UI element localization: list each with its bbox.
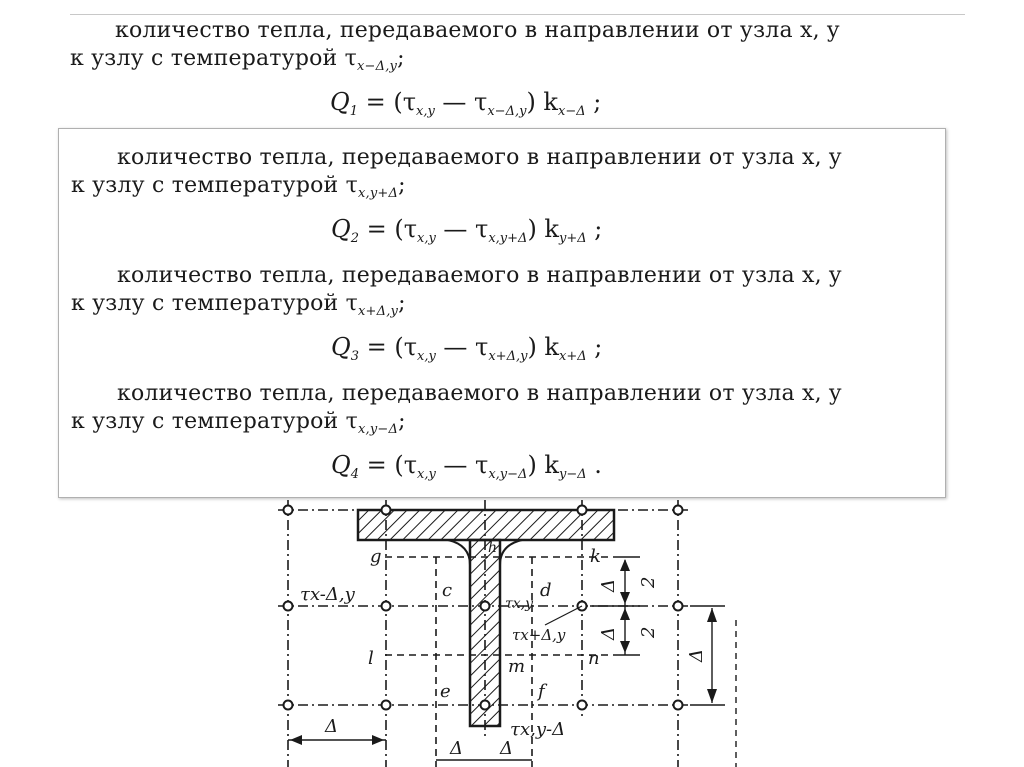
t-beam-section — [358, 510, 614, 726]
label-d: d — [540, 580, 552, 601]
label-f: f — [538, 681, 545, 702]
label-m: m — [508, 656, 526, 677]
label-leaders — [545, 606, 582, 625]
block2-text-line-2: к узлу с температурой $\tau_{x,y+\Delta}$; — [71, 173, 406, 201]
label-c: c — [442, 580, 453, 601]
label-delta-upper: Δ — [598, 579, 619, 592]
label-delta-bottom-left: Δ — [325, 716, 338, 737]
label-tau-bottom: τx,y-Δ — [510, 719, 566, 740]
top-text-line-1: количество тепла, передаваемого в направлении от узла x, y — [115, 18, 840, 43]
top-text-line-2: к узлу с температурой $\tau_{x-\Delta,y}$; — [70, 46, 405, 74]
label-two-upper: 2 — [638, 576, 659, 588]
label-tau-left: τx-Δ,y — [300, 584, 355, 605]
label-e: e — [440, 681, 451, 702]
equation-q2: $Q_2 = (\tau_{x,y}$ — $\tau_{x,y+\Delta}$) $k_{y+\Delta}$ ; — [331, 215, 603, 246]
label-k: k — [590, 546, 601, 567]
label-h: h — [488, 540, 498, 556]
label-delta-right: Δ — [686, 649, 707, 662]
label-n: n — [588, 648, 600, 669]
block4-text-line-1: количество тепла, передаваемого в направлении от узла x, y — [117, 381, 842, 406]
label-delta-web-right: Δ — [500, 738, 513, 759]
label-tau-right: τx+Δ,y — [512, 626, 566, 644]
label-l: l — [368, 648, 374, 669]
block4-text-line-2: к узлу с температурой $\tau_{x,y-\Delta}$; — [71, 409, 406, 437]
label-two-lower: 2 — [638, 626, 659, 638]
label-delta-web-left: Δ — [450, 738, 463, 759]
label-delta-lower: Δ — [598, 627, 619, 640]
diagram-labels — [300, 540, 707, 759]
label-tau-center: τx,y — [505, 596, 533, 612]
equation-q3: $Q_3 = (\tau_{x,y}$ — $\tau_{x+\Delta,y}$) $k_{x+\Delta}$ ; — [331, 333, 603, 364]
equation-q4: $Q_4 = (\tau_{x,y}$ — $\tau_{x,y-\Delta}$) $k_{y-\Delta}$ . — [331, 451, 602, 482]
block2-text-line-1: количество тепла, передаваемого в направлении от узла x, y — [117, 145, 842, 170]
equation-q1: $Q_1 = (\tau_{x,y}$ — $\tau_{x-\Delta,y}$) $k_{x-\Delta}$ ; — [330, 88, 602, 119]
label-g: g — [370, 546, 382, 567]
block3-text-line-1: количество тепла, передаваемого в направлении от узла x, y — [117, 263, 842, 288]
block3-text-line-2: к узлу с температурой $\tau_{x+\Delta,y}$; — [71, 291, 406, 319]
